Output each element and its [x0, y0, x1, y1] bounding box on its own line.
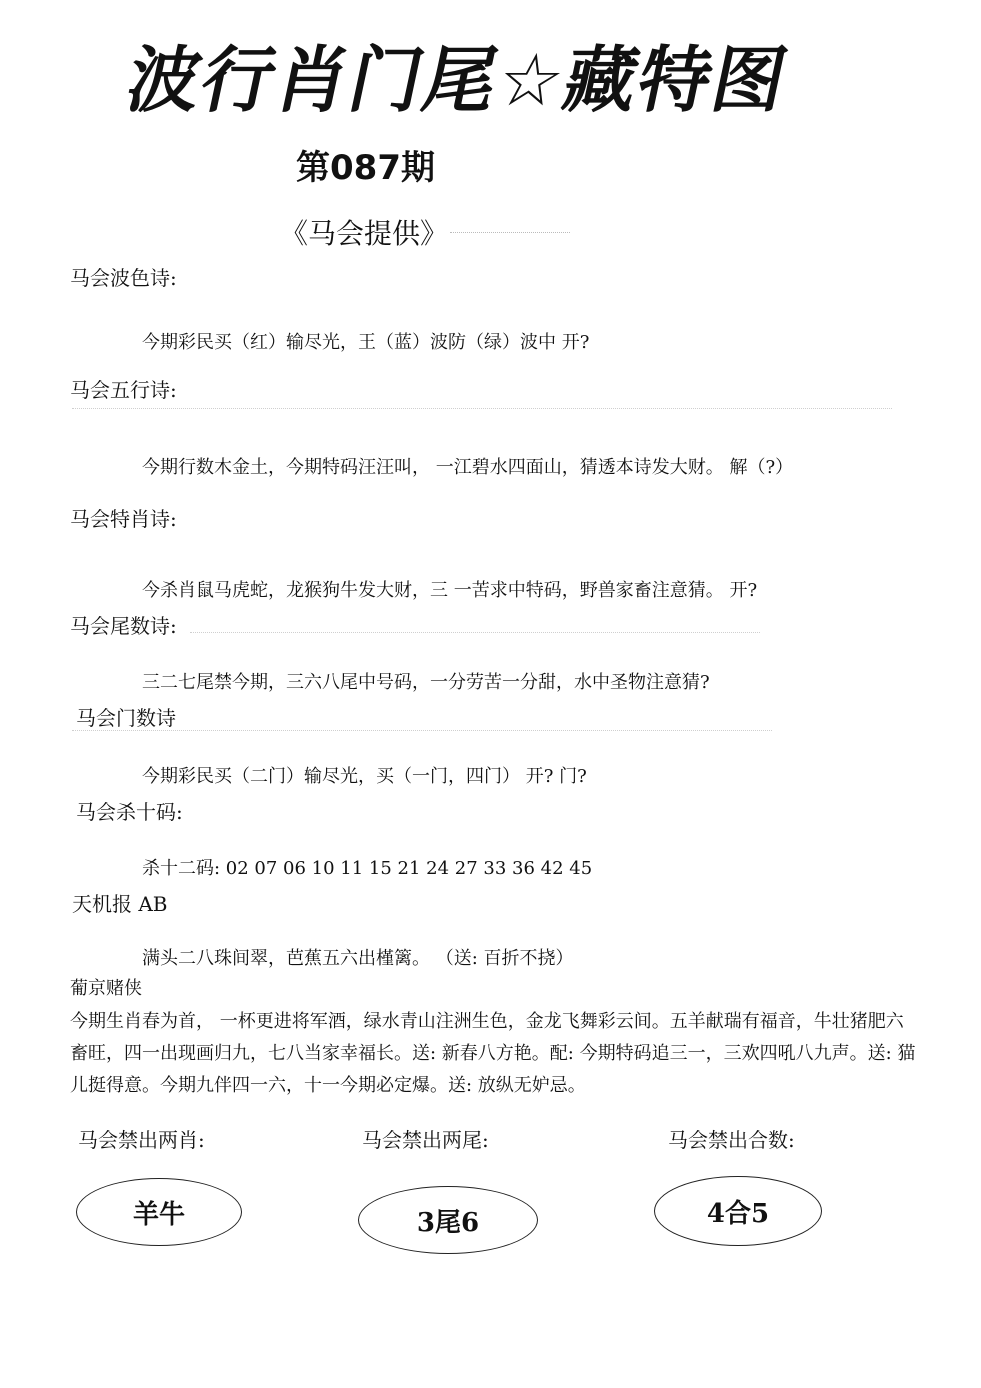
ban-label-sum: 马会禁出合数:: [668, 1128, 795, 1152]
divider: [72, 730, 772, 731]
divider: [450, 232, 570, 233]
section-text-zodiac: 今杀肖鼠马虎蛇，龙猴狗牛发大财，三 一苦求中特码，野兽家畜注意猜。 开?: [142, 580, 758, 601]
section-heading-five-elements: 马会五行诗:: [70, 378, 177, 402]
section-heading-gate-number: 马会门数诗: [76, 706, 176, 730]
ban-label-zodiac: 马会禁出两肖:: [78, 1128, 205, 1152]
section-text-tianji: 满头二八珠间翠，芭蕉五六出槿篱。 （送: 百折不挠）: [142, 948, 574, 969]
page-title: 波行肖门尾☆藏特图: [119, 38, 797, 122]
ban-value-oval-zodiac: [76, 1178, 242, 1246]
section-text-wave-color: 今期彩民买（红）输尽光，王（蓝）波防（绿）波中 开?: [142, 332, 590, 353]
section-text-tail-number: 三二七尾禁今期，三六八尾中号码，一分劳苦一分甜，水中圣物注意猜?: [142, 672, 710, 693]
section-heading-tail-number: 马会尾数诗:: [70, 614, 177, 638]
ban-value-tail: 3尾6: [416, 1207, 480, 1238]
ban-value-oval-sum: [654, 1176, 822, 1246]
gamble-paragraph: 今期生肖春为首， 一杯更进将军酒，绿水青山注洲生色，金龙飞舞彩云间。五羊献瑞有福音，牛壮猪肥六畜旺，四一出现画归九，七八当家幸福长。送: 新春八方艳。配: 今期特码追三一，三欢四吼八九声。送: 猫儿挺得意。今期九伴四一六，十一今期必定爆。送: 放纵无妒忌。: [70, 1011, 916, 1096]
divider: [72, 408, 892, 409]
provider-label: 《马会提供》: [280, 217, 449, 250]
section-heading-gamble: 葡京赌侠: [70, 978, 142, 999]
section-heading-wave-color: 马会波色诗:: [70, 266, 177, 290]
section-text-five-elements: 今期行数木金土，今期特码汪汪叫， 一江碧水四面山，猜透本诗发大财。 解（?）: [142, 457, 794, 478]
section-text-kill-numbers: 杀十二码: 02 07 06 10 11 15 21 24 27 33 36 42 45: [142, 858, 593, 879]
section-text-gate-number: 今期彩民买（二门）输尽光，买（一门，四门） 开? 门?: [142, 766, 587, 787]
ban-value-sum: 4合5: [706, 1198, 770, 1229]
section-heading-tianji: 天机报 AB: [72, 892, 168, 916]
divider: [190, 632, 760, 633]
issue-number: 第087期: [296, 148, 435, 188]
ban-value-zodiac: 羊牛: [132, 1199, 185, 1230]
section-heading-kill-numbers: 马会杀十码:: [76, 800, 183, 824]
ban-value-oval-tail: [358, 1186, 538, 1254]
section-heading-zodiac: 马会特肖诗:: [70, 507, 177, 531]
ban-label-tail: 马会禁出两尾:: [362, 1128, 489, 1152]
